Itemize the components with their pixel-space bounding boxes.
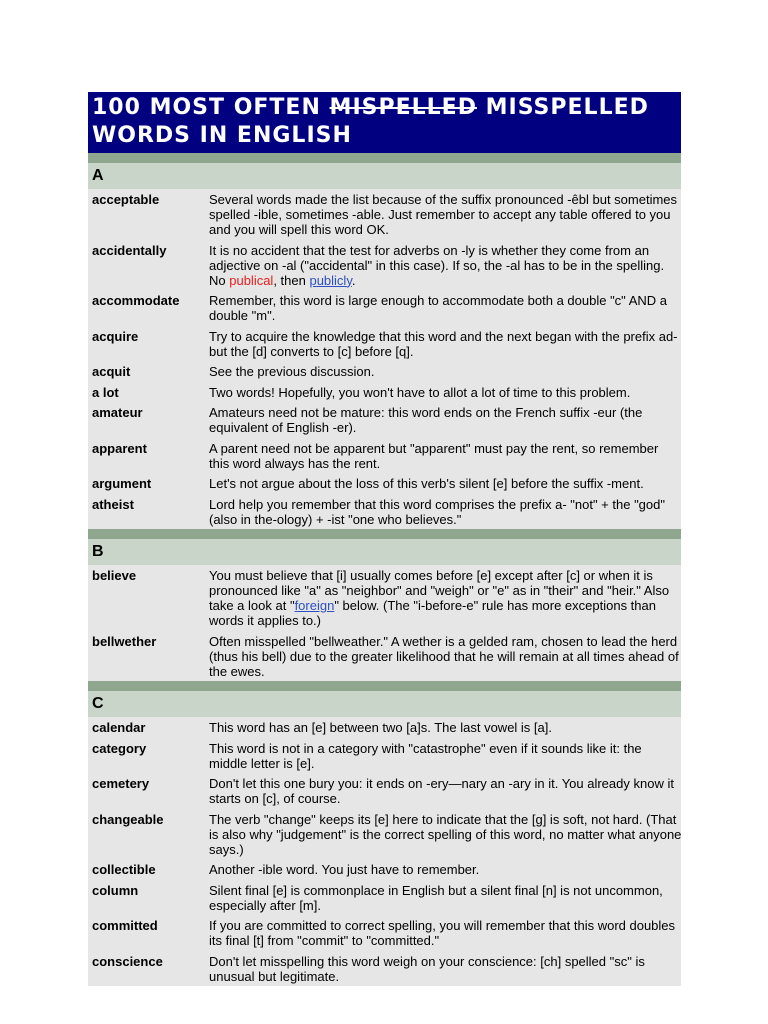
definition-line: starts on [c], of course. [209,791,341,806]
misspelled-words-document [88,92,681,986]
entry-word: accidentally [92,242,167,258]
title-struck-word: MISPELLED [329,95,477,120]
entry-word: conscience [92,953,163,969]
entry-definition [209,476,677,491]
entry-word: calendar [92,720,146,735]
misspelled-example: publical [229,272,274,288]
definition-line: says.) [209,841,244,857]
definition-line: words it applies to.) [209,613,321,628]
definition-line: middle letter is [e]. [209,755,315,771]
section-divider [88,529,681,539]
definition-line: is also why "judgement" is the correct spelling of this word, no matter what anyone [209,826,682,842]
page-title [88,92,681,153]
definition-text: , then [273,272,310,288]
definition-line: A parent need not be apparent but "apparent" must pay the rent, so remember [209,440,659,456]
title-line-2: WORDS IN ENGLISH [92,123,352,148]
entry-word: acquire [92,328,139,344]
definition-line [209,598,677,613]
entry-row-column [88,880,681,916]
entry-definition [209,883,677,913]
entry-definition [209,293,677,323]
definition-line: pronounced like "a" as "neighbor" and "weigh" or "e" as in "their" and "heir." Also [209,583,670,598]
entry-row-calendar [88,717,681,738]
definition-line: equivalent of English -er). [209,420,357,435]
entry-row-acceptable [88,189,681,240]
foreign-link[interactable]: foreign [294,598,335,613]
definition-line: The verb "change" keeps its [e] here to indicate that the [g] is soft, not hard. (That [209,811,677,827]
definition-text: " below. (The "i-before-e" rule has more exceptions than [334,598,656,613]
entry-word: acquit [92,364,131,379]
entry-definition [209,741,677,771]
title-prefix: 100 MOST OFTEN [92,95,321,120]
section-letter: A [92,167,104,184]
entry-definition [209,720,677,735]
entry-word: atheist [92,496,134,512]
entry-definition [209,243,677,288]
definition-line: double "m". [209,308,276,323]
definition-text: . [351,272,356,288]
definition-line [209,273,677,288]
entry-row-apparent [88,438,681,474]
definition-line: its final [t] from "commit" to "committed." [209,933,440,948]
entry-row-collectible [88,859,681,880]
entry-row-acquire [88,326,681,362]
definition-text: No [209,272,230,288]
section-letter: B [92,543,104,560]
entry-definition [209,634,679,679]
definition-line: Several words made the list because of the suffix pronounced -êbl but sometimes [209,192,678,207]
definition-line: adjective on -al ("accidental" in this case). If so, the -al has to be in the spelling. [209,257,665,273]
entry-word: accommodate [92,293,180,308]
definition-line: Don't let misspelling this word weigh on your conscience: [ch] spelled "sc" is [209,953,645,969]
section-letter: C [92,695,104,712]
definition-line: Amateurs need not be mature: this word ends on the French suffix -eur (the [209,405,643,420]
entry-word: category [92,740,147,756]
definition-line: especially after [m]. [209,897,321,913]
definition-line: Lord help you remember that this word comprises the prefix a- "not" + the "god" [209,496,665,512]
section-divider [88,681,681,691]
entry-definition [209,405,677,435]
section-header-c [88,691,681,717]
entry-word: amateur [92,405,143,420]
entry-definition [209,862,677,877]
definition-line: Two words! Hopefully, you won't have to allot a lot of time to this problem. [209,384,631,400]
entry-definition [209,364,677,379]
definition-line: Remember, this word is large enough to accommodate both a double "c" AND a [209,293,667,308]
entry-row-category [88,738,681,774]
entry-definition [209,497,677,527]
definition-line: Often misspelled "bellweather." A wether is a gelded ram, chosen to lead the herd [209,633,678,649]
definition-line: Try to acquire the knowledge that this word and the next began with the prefix ad- [209,328,678,344]
entry-row-acquit [88,361,681,382]
definition-line: Let's not argue about the loss of this verb's silent [e] before the suffix -ment. [209,476,644,491]
entry-row-argument [88,473,681,494]
entry-word: believe [92,568,137,583]
definition-line: and you will spell this word OK. [209,222,389,237]
entry-word: argument [92,476,152,491]
definition-line: If you are committed to correct spelling, you will remember that this word doubles [209,918,676,933]
entry-word: collectible [92,862,156,877]
definition-line: Another -ible word. You just have to remember. [209,862,480,877]
definition-line: It is no accident that the test for adverbs on -ly is whether they come from an [209,242,650,258]
entry-row-a-lot [88,382,681,403]
definition-line: unusual but legitimate. [209,968,340,984]
entry-definition [209,776,677,806]
entry-word: acceptable [92,192,160,207]
section-divider [88,153,681,163]
entry-row-bellwether [88,631,681,682]
entry-definition [209,812,681,857]
entry-definition [209,385,677,400]
definition-line: Silent final [e] is commonplace in English but a silent final [n] is not uncommon, [209,882,663,898]
entry-definition [209,954,677,984]
entry-definition [209,568,677,628]
entry-definition [209,441,677,471]
definition-line: spelled -ible, sometimes -able. Just remember to accept any table offered to you [209,207,671,222]
definition-line: (also in the-ology) + -ist "one who believes." [209,511,462,527]
definition-text: take a look at " [209,598,295,613]
entry-word: cemetery [92,776,150,791]
entry-definition [209,192,677,237]
entry-row-committed [88,915,681,951]
entry-word: committed [92,918,158,933]
entry-row-accidentally [88,240,681,291]
definition-line: See the previous discussion. [209,364,375,379]
section-header-b [88,539,681,565]
title-line-1 [92,94,677,122]
definition-line: This word is not in a category with "catastrophe" even if it sounds like it: the [209,740,642,756]
entry-word: bellwether [92,633,157,649]
definition-line: the ewes. [209,663,265,679]
entry-word: changeable [92,811,164,827]
publicly-link[interactable]: publicly [309,272,352,288]
definition-line: You must believe that [i] usually comes before [e] except after [c] or when it is [209,568,653,583]
entry-definition [209,918,677,948]
definition-line: This word has an [e] between two [a]s. The last vowel is [a]. [209,720,552,735]
entry-word: apparent [92,440,147,456]
definition-line: this word always has the rent. [209,455,381,471]
entry-row-cemetery [88,773,681,809]
definition-line: Don't let this one bury you: it ends on -ery—nary an -ary in it. You already know it [209,776,674,791]
entry-word: a lot [92,384,119,400]
entry-definition [209,329,678,359]
section-header-a [88,163,681,189]
title-correct-word: MISSPELLED [485,95,649,120]
entry-row-believe [88,565,681,631]
definition-line: (thus his bell) due to the greater likelihood that he will remain at all times ahead of [209,648,679,664]
entry-row-conscience [88,951,681,987]
entry-row-changeable [88,809,681,860]
definition-line: but the [d] converts to [c] before [q]. [209,343,414,359]
entry-row-atheist [88,494,681,530]
entry-word: column [92,882,139,898]
entry-row-accommodate [88,290,681,326]
entry-row-amateur [88,402,681,438]
